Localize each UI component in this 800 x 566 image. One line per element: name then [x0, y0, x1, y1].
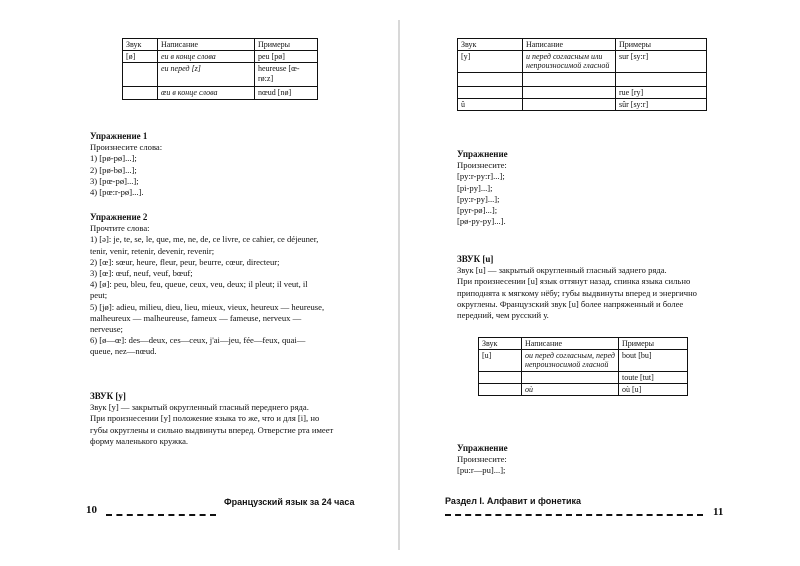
right-page: [400, 0, 800, 566]
exercise-2: [90, 212, 380, 358]
right-sound-table-2: [478, 337, 688, 396]
exercise-line: [pu:r—pu]...];: [457, 465, 506, 476]
exercise-line: [py:r-py]...];: [457, 193, 500, 204]
exercise-line: 2) [pø-bø]...];: [90, 164, 137, 175]
exercise-title: Упражнение 1: [90, 131, 148, 141]
right-sound-table: [457, 38, 707, 111]
table-row: [479, 350, 688, 371]
table-cell: œu в конце слова: [158, 87, 255, 99]
table-row: [123, 51, 318, 63]
table-row: [479, 371, 688, 383]
exercise-title: Упражнение: [457, 149, 508, 159]
table-cell: ou перед согласным, перед непроизносимой гласной: [522, 350, 619, 371]
exercise-line: 1) [ə]: je, te, se, le, que, me, ne, de, ce livre, ce cahier, ce déjeuner,: [90, 234, 319, 245]
table-cell: où: [522, 383, 619, 395]
paragraph-line: Звук [y] — закрытый округленный гласный переднего ряда.: [90, 402, 309, 413]
paragraph-line: При произнесении [y] положение языка то же, что и для [i], но: [90, 413, 320, 424]
paragraph-line: округлены. Французский звук [u] более напряженный и более: [457, 298, 684, 309]
exercise-instruction: Произнесите слова:: [90, 142, 163, 153]
table-header-cell: Написание: [158, 39, 255, 51]
table-header-cell: Звук: [123, 39, 158, 51]
page-number: 11: [713, 506, 724, 518]
table-row: [123, 63, 318, 87]
exercise-line: [pø-py-py]...].: [457, 216, 506, 227]
table-cell: heureuse [œ-rø:z]: [255, 63, 318, 87]
sound-u-section: [457, 254, 777, 321]
table-cell: [616, 72, 707, 86]
table-cell: [123, 87, 158, 99]
table-row: [458, 86, 707, 98]
exercise-line: malheureux — malheureuse, fameux — fameuse, nerveux —: [90, 312, 302, 323]
table-header-row: [123, 39, 318, 51]
exercise-instruction: Произнесите:: [457, 454, 507, 465]
exercise-line: 1) [pø-pø]...];: [90, 153, 137, 164]
table-row: [458, 98, 707, 110]
table-row: [123, 87, 318, 99]
section-title: ЗВУК [u]: [457, 254, 494, 264]
exercise-line: 2) [œ]: sœur, heure, fleur, peur, beurre, cœur, directeur;: [90, 256, 280, 267]
right-footer: [445, 496, 735, 520]
table-cell: toute [tut]: [619, 371, 688, 383]
table-header-cell: Примеры: [255, 39, 318, 51]
table-cell: [458, 72, 523, 86]
table-cell: [ø]: [123, 51, 158, 63]
table-header-cell: Написание: [522, 338, 619, 350]
footer-rule: [445, 514, 703, 516]
exercise-1: [90, 131, 380, 198]
exercise-line: 5) [jø]: adieu, milieu, dieu, lieu, mieux, vieux, heureux — heureuse,: [90, 301, 325, 312]
exercise-line: [py:r-py:r]...];: [457, 171, 505, 182]
exercise-title: Упражнение 2: [90, 212, 148, 222]
footer-rule: [106, 514, 216, 516]
table-header-cell: Примеры: [619, 338, 688, 350]
exercise-line: nerveuse;: [90, 324, 123, 335]
table-header-cell: Примеры: [616, 39, 707, 51]
table-cell: sûr [sy:r]: [616, 98, 707, 110]
table-cell: [523, 72, 616, 86]
exercise-line: tenir, venir, retenir, devenir, revenir;: [90, 245, 215, 256]
table-cell: [458, 86, 523, 98]
table-cell: eu в конце слова: [158, 51, 255, 63]
exercise-instruction: Прочтите слова:: [90, 223, 150, 234]
table-header-cell: Звук: [458, 39, 523, 51]
sound-y-section: [90, 391, 380, 447]
exercise-title: Упражнение: [457, 443, 508, 453]
exercise-line: [pyr-pø]...];: [457, 205, 498, 216]
exercise-line: queue, nez—nœud.: [90, 346, 157, 357]
section-title: ЗВУК [y]: [90, 391, 126, 401]
exercise-line: peut;: [90, 290, 108, 301]
exercise-line: 4) [ø]: peu, bleu, feu, queue, ceux, veu, deux; il pleut; il veut, il: [90, 279, 308, 290]
paragraph-line: передний, чем русский у.: [457, 310, 549, 321]
table-cell: où [u]: [619, 383, 688, 395]
left-sound-table: [122, 38, 318, 100]
exercise-line: [pi-py]...];: [457, 182, 493, 193]
table-header-cell: Звук: [479, 338, 522, 350]
exercise-line: 4) [pœ:r-pø]...].: [90, 187, 144, 198]
exercise-line: 3) [pœ-pø]...];: [90, 175, 139, 186]
exercise-line: 6) [ø—œ]: des—deux, ces—ceux, j'ai—jeu, fée—feux, quai—: [90, 335, 306, 346]
table-cell: û: [458, 98, 523, 110]
table-cell: [523, 86, 616, 98]
table-header-cell: Написание: [523, 39, 616, 51]
table-cell: [479, 371, 522, 383]
table-header-row: [479, 338, 688, 350]
table-cell: peu [pø]: [255, 51, 318, 63]
table-cell: [y]: [458, 51, 523, 72]
paragraph-line: Звук [u] — закрытый округленный гласный заднего ряда.: [457, 265, 667, 276]
table-cell: eu перед [z]: [158, 63, 255, 87]
page-number: 10: [86, 504, 97, 516]
exercise: [457, 149, 747, 227]
table-row: [458, 51, 707, 72]
section-title-footer: Раздел I. Алфавит и фонетика: [445, 496, 582, 506]
exercise-line: 3) [œ]: œuf, neuf, veuf, bœuf;: [90, 268, 193, 279]
table-cell: rue [ry]: [616, 86, 707, 98]
table-row: [479, 383, 688, 395]
table-header-row: [458, 39, 707, 51]
table-cell: bout [bu]: [619, 350, 688, 371]
exercise-instruction: Произнесите:: [457, 160, 507, 171]
table-cell: nœud [nø]: [255, 87, 318, 99]
paragraph-line: приподнята к мягкому нёбу; губы выдвинуты вперед и энергично: [457, 287, 697, 298]
paragraph-line: губы округлены и сильно выдвинуты вперед. Отверстие рта имеет: [90, 424, 334, 435]
paragraph-line: При произнесении [u] язык оттянут назад, спинка языка сильно: [457, 276, 691, 287]
book-title: Французский язык за 24 часа: [224, 497, 355, 507]
left-footer: [86, 497, 386, 520]
table-cell: [523, 98, 616, 110]
table-row: [458, 72, 707, 86]
table-cell: [123, 63, 158, 87]
table-cell: [u]: [479, 350, 522, 371]
table-cell: [522, 371, 619, 383]
exercise-last: [457, 443, 747, 477]
table-cell: sur [sy:r]: [616, 51, 707, 72]
table-cell: u перед согласным или непроизносимой гласной: [523, 51, 616, 72]
paragraph-line: форму маленького кружка.: [90, 435, 189, 446]
table-cell: [479, 383, 522, 395]
